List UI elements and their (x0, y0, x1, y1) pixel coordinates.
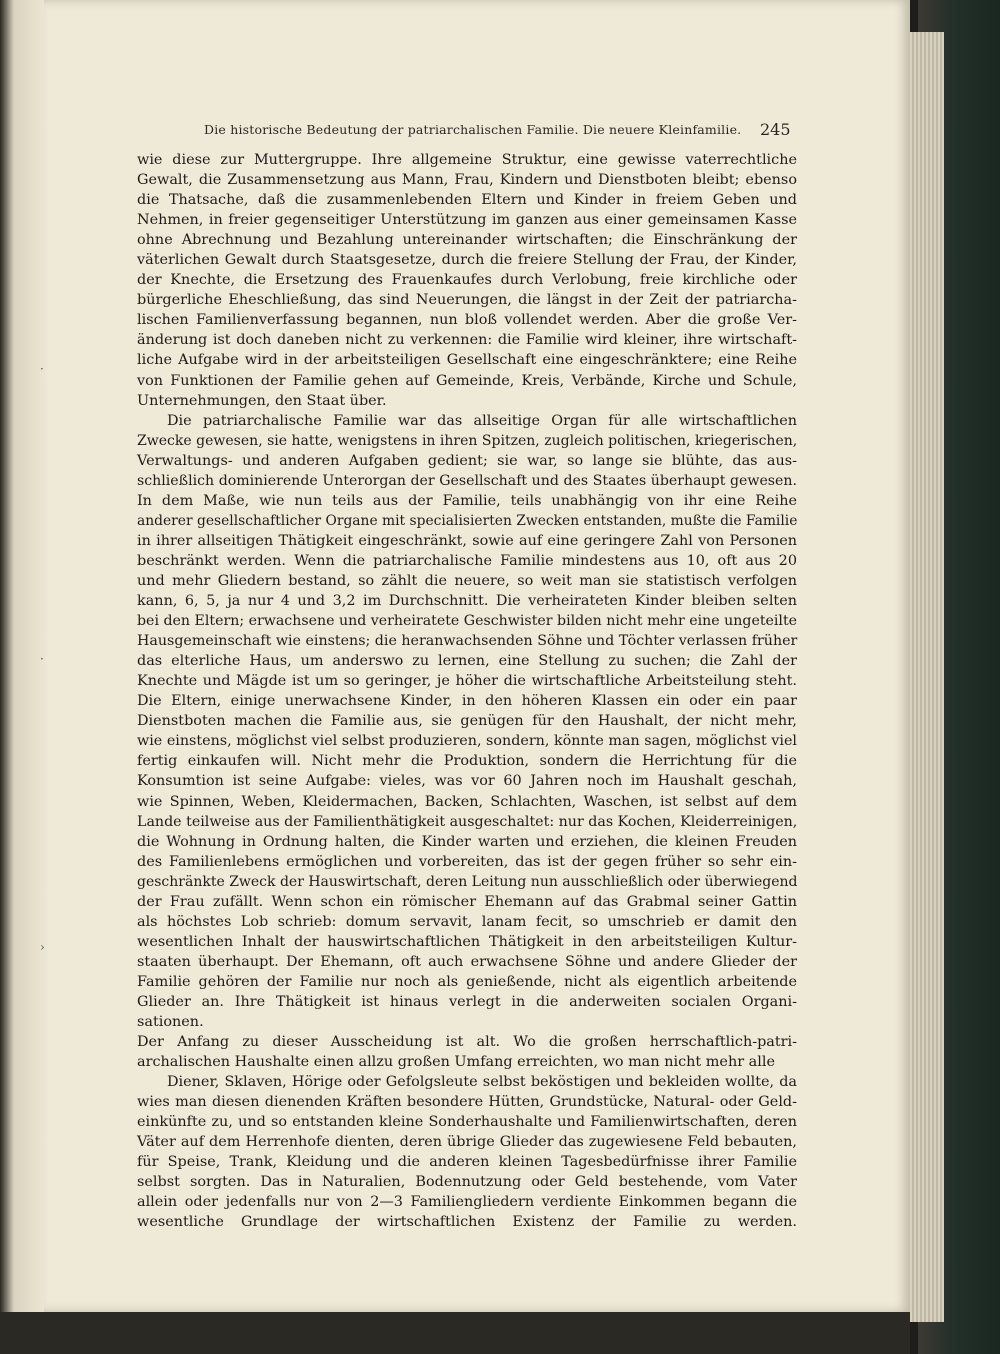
text-line: bei den Eltern; erwachsene und verheiratete Geschwister bilden nicht mehr eine ungeteilte (137, 613, 798, 630)
text-line: kann, 6, 5, ja nur 4 und 3,2 im Durchschnitt. Die verheirateten Kinder bleiben selten (137, 593, 797, 610)
text-line: wesentlichen Inhalt der hauswirtschaftlichen Thätigkeit in den arbeitsteiligen Kultur- (137, 933, 797, 950)
text-line: geschränkte Zweck der Hauswirtschaft, deren Leitung nun ausschließlich oder überwiegend (137, 873, 798, 890)
text-line: allein oder jedenfalls nur von 2—3 Familiengliedern verdiente Einkommen begann die (137, 1194, 797, 1211)
text-line: des Familienlebens ermöglichen und vorbereiten, das ist der gegen früher so sehr ein- (137, 853, 797, 870)
text-line: fertig einkaufen will. Nicht mehr die Produktion, sondern die Herrichtung für die (137, 753, 797, 770)
text-line: selbst sorgten. Das in Naturalien, Bodennutzung oder Geld bestehende, vom Vater (137, 1174, 797, 1191)
margin-mark: · (40, 652, 44, 666)
text-line: sationen. (137, 1014, 204, 1031)
text-line: als höchstes Lob schrieb: domum servavit, lanam fecit, so umschrieb er damit den (137, 913, 797, 930)
text-line: wesentliche Grundlage der wirtschaftlichen Existenz der Familie zu werden. (137, 1214, 797, 1231)
running-header-title: Die historische Bedeutung der patriarchalischen Familie. Die neuere Kleinfamilie. (204, 122, 742, 137)
text-line: der Frau zufällt. Wenn schon ein römischer Ehemann auf das Grabmal seiner Gattin (137, 893, 797, 910)
text-line (137, 1253, 797, 1273)
text-line: Lande teilweise aus der Familienthätigkeit ausgeschaltet: nur das Kochen, Kleiderreinigen, (137, 813, 798, 830)
running-header (44, 122, 910, 146)
text-line: Verwaltungs- und anderen Aufgaben gedient; sie war, so lange sie blühte, das aus- (137, 452, 797, 469)
background-shadow (0, 1312, 910, 1354)
book-gutter-left (0, 0, 46, 1354)
page-stack-edge (905, 32, 944, 1322)
text-line: von Funktionen der Familie gehen auf Gemeinde, Kreis, Verbände, Kirche und Schule, (137, 372, 797, 389)
text-line: Dienstboten machen die Familie aus, sie genügen für den Haushalt, der nicht mehr, (137, 713, 797, 730)
text-line: In dem Maße, wie nun teils aus der Familie, teils unabhängig von ihr eine Reihe (137, 492, 797, 509)
body-text (137, 150, 797, 1273)
text-line: wie diese zur Muttergruppe. Ihre allgemeine Struktur, eine gewisse vaterrechtliche (137, 152, 797, 168)
text-line: staaten überhaupt. Der Ehemann, oft auch erwachsene Söhne und andere Glieder der (137, 953, 797, 970)
text-line: Familie gehören der Familie nur noch als genießende, nicht als eigentlich arbeitende (137, 973, 797, 990)
text-line: wies man diesen dienenden Kräften besondere Hütten, Grundstücke, Natural- oder Geld- (137, 1094, 797, 1111)
text-line: Konsumtion ist seine Aufgabe: vieles, was vor 60 Jahren noch im Haushalt geschah, (137, 773, 797, 790)
page-number: 245 (760, 120, 791, 139)
text-line: väterlichen Gewalt durch Staatsgesetze, durch die freiere Stellung der Frau, der Kinder, (137, 252, 797, 269)
text-line: Gewalt, die Zusammensetzung aus Mann, Frau, Kindern und Dienstboten bleibt; ebenso (137, 172, 797, 189)
text-line: archalischen Haushalte einen allzu großen Umfang erreichten, wo man nicht mehr alle (137, 1054, 775, 1071)
text-line: Knechte und Mägde ist um so geringer, je höher die wirtschaftliche Arbeitsteilung steht. (137, 673, 797, 690)
text-line: lischen Familienverfassung begannen, nun bloß vollendet werden. Aber die große Ver- (137, 312, 797, 329)
text-line: Hausgemeinschaft wie einstens; die heranwachsenden Söhne und Töchter verlassen früher (137, 633, 798, 650)
text-line (137, 1233, 797, 1253)
margin-mark: · (40, 362, 44, 376)
text-line: Der Anfang zu dieser Ausscheidung ist alt. Wo die großen herrschaftlich-patri- (137, 1034, 797, 1051)
text-line: ohne Abrechnung und Bezahlung untereinander wirtschaften; die Einschränkung der (137, 232, 797, 249)
text-line: liche Aufgabe wird in der arbeitsteiligen Gesellschaft eine eingeschränktere; eine Reihe (137, 352, 797, 369)
text-line: in ihrer allseitigen Thätigkeit eingeschränkt, sowie auf eine geringere Zahl von Personen (137, 532, 797, 549)
text-line: wie Spinnen, Weben, Kleidermachen, Backen, Schlachten, Waschen, ist selbst auf dem (137, 793, 797, 810)
text-line: Väter auf dem Herrenhofe dienten, deren übrige Glieder das zugewiesene Feld bebauten, (137, 1134, 797, 1151)
text-line: Nehmen, in freier gegenseitiger Unterstützung im ganzen aus einer gemeinsamen Kasse (137, 212, 797, 229)
text-line: Glieder an. Ihre Thätigkeit ist hinaus verlegt in die anderweiten socialen Organi- (137, 993, 797, 1010)
text-line: und mehr Gliedern bestand, so zählt die neuere, so weit man sie statistisch verfolgen (137, 572, 797, 589)
text-line: die Wohnung in Ordnung halten, die Kinder warten und erziehen, die kleinen Freuden (137, 833, 797, 850)
text-line: für Speise, Trank, Kleidung und die anderen kleinen Tagesbedürfnisse ihrer Familie (137, 1154, 797, 1171)
text-line: bürgerliche Eheschließung, das sind Neuerungen, die längst in der Zeit der patriarcha- (137, 292, 797, 309)
text-line: Unternehmungen, den Staat über. (137, 392, 387, 409)
text-line: beschränkt werden. Wenn die patriarchalische Familie mindestens aus 10, oft aus 20 (137, 552, 797, 569)
text-line: einkünfte zu, und so entstanden kleine Sonderhaushalte und Familienwirtschaften, deren (137, 1114, 797, 1131)
text-line: wie einstens, möglichst viel selbst produzieren, sondern, könnte man sagen, möglichst viel (137, 733, 797, 750)
text-line: das elterliche Haus, um anderswo zu lernen, eine Stellung zu suchen; die Zahl der (137, 653, 797, 670)
text-line: Zwecke gewesen, sie hatte, wenigstens in ihren Spitzen, zugleich politischen, kriegerischen, (137, 432, 798, 449)
text-line: schließlich dominierende Unterorgan der Gesellschaft und des Staates überhaupt gewesen. (137, 472, 797, 489)
text-line: Diener, Sklaven, Hörige oder Gefolgsleute selbst beköstigen und bekleiden wollte, da (167, 1074, 797, 1091)
text-line: Die patriarchalische Familie war das allseitige Organ für alle wirtschaftlichen (167, 412, 797, 429)
text-line: anderer gesellschaftlicher Organe mit specialisierten Zwecken entstanden, mußte die Familie (137, 512, 798, 529)
text-line: änderung ist doch daneben nicht zu verkennen: die Familie wird kleiner, ihre wirtschaft- (137, 332, 797, 349)
text-line: der Knechte, die Ersetzung des Frauenkaufes durch Verlobung, freie kirchliche oder (137, 272, 797, 289)
margin-mark: › (40, 940, 45, 954)
text-line: Die Eltern, einige unerwachsene Kinder, in den höheren Klassen ein oder ein paar (137, 693, 797, 710)
text-line: die Thatsache, daß die zusammenlebenden Eltern und Kinder in freiem Geben und (137, 192, 797, 209)
